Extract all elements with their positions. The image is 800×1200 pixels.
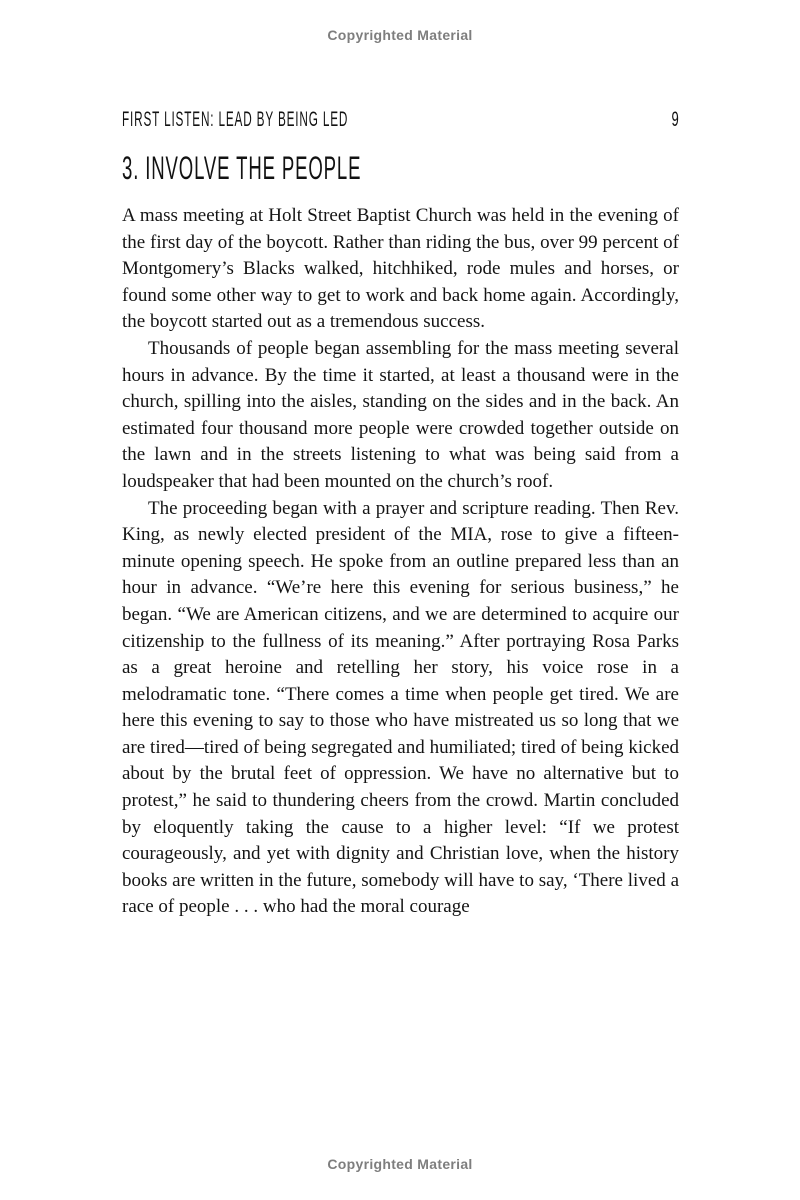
body-text: [122, 203, 679, 921]
running-header: [122, 108, 679, 132]
section-heading: 3. INVOLVE THE PEOPLE: [122, 150, 362, 186]
copyright-notice-top: Copyrighted Material: [327, 27, 473, 43]
paragraph: Thousands of people began assembling for the mass meeting several hours in advance. By the time it started, at least a thousand were in the church, spilling into the aisles, standing on the sides and in the back. An estimated four thousand more people were crowded together outside on the lawn and in the streets listening to what was being said from a loudspeaker that had been mounted on the church’s roof.: [122, 337, 679, 492]
paragraph: The proceeding began with a prayer and scripture reading. Then Rev. King, as newly elected president of the MIA, rose to give a fifteen-minute opening speech. He spoke from an outline prepared less than an hour in advance. “We’re here this evening for serious business,” he began. “We are American citizens, and we are determined to acquire our citizenship to the fullness of its meaning.” After portraying Rosa Parks as a great heroine and retelling her story, his voice rose in a melodramatic tone. “There comes a time when people get tired. We are here this evening to say to those who have mistreated us so long that we are tired—tired of being segregated and humiliated; tired of being kicked about by the brutal feet of oppression. We have no alternative but to protest,” he said to thundering cheers from the crowd. Martin concluded by eloquently taking the cause to a higher level: “If we protest courageously, and yet with dignity and Christian love, when the history books are written in the future, somebody will have to say, ‘There lived a race of people . . . who had the moral courage: [122, 497, 679, 918]
paragraph: A mass meeting at Holt Street Baptist Church was held in the evening of the first day of the boycott. Rather than riding the bus, over 99 percent of Montgomery’s Blacks walked, hitchhiked, rode mules and horses, or found some other way to get to work and back home again. Accordingly, the boycott started out as a tremendous success.: [122, 205, 679, 333]
page-number: 9: [671, 108, 679, 131]
copyright-notice-bottom: Copyrighted Material: [327, 1156, 473, 1172]
running-header-title: FIRST LISTEN: LEAD BY BEING LED: [122, 108, 349, 131]
